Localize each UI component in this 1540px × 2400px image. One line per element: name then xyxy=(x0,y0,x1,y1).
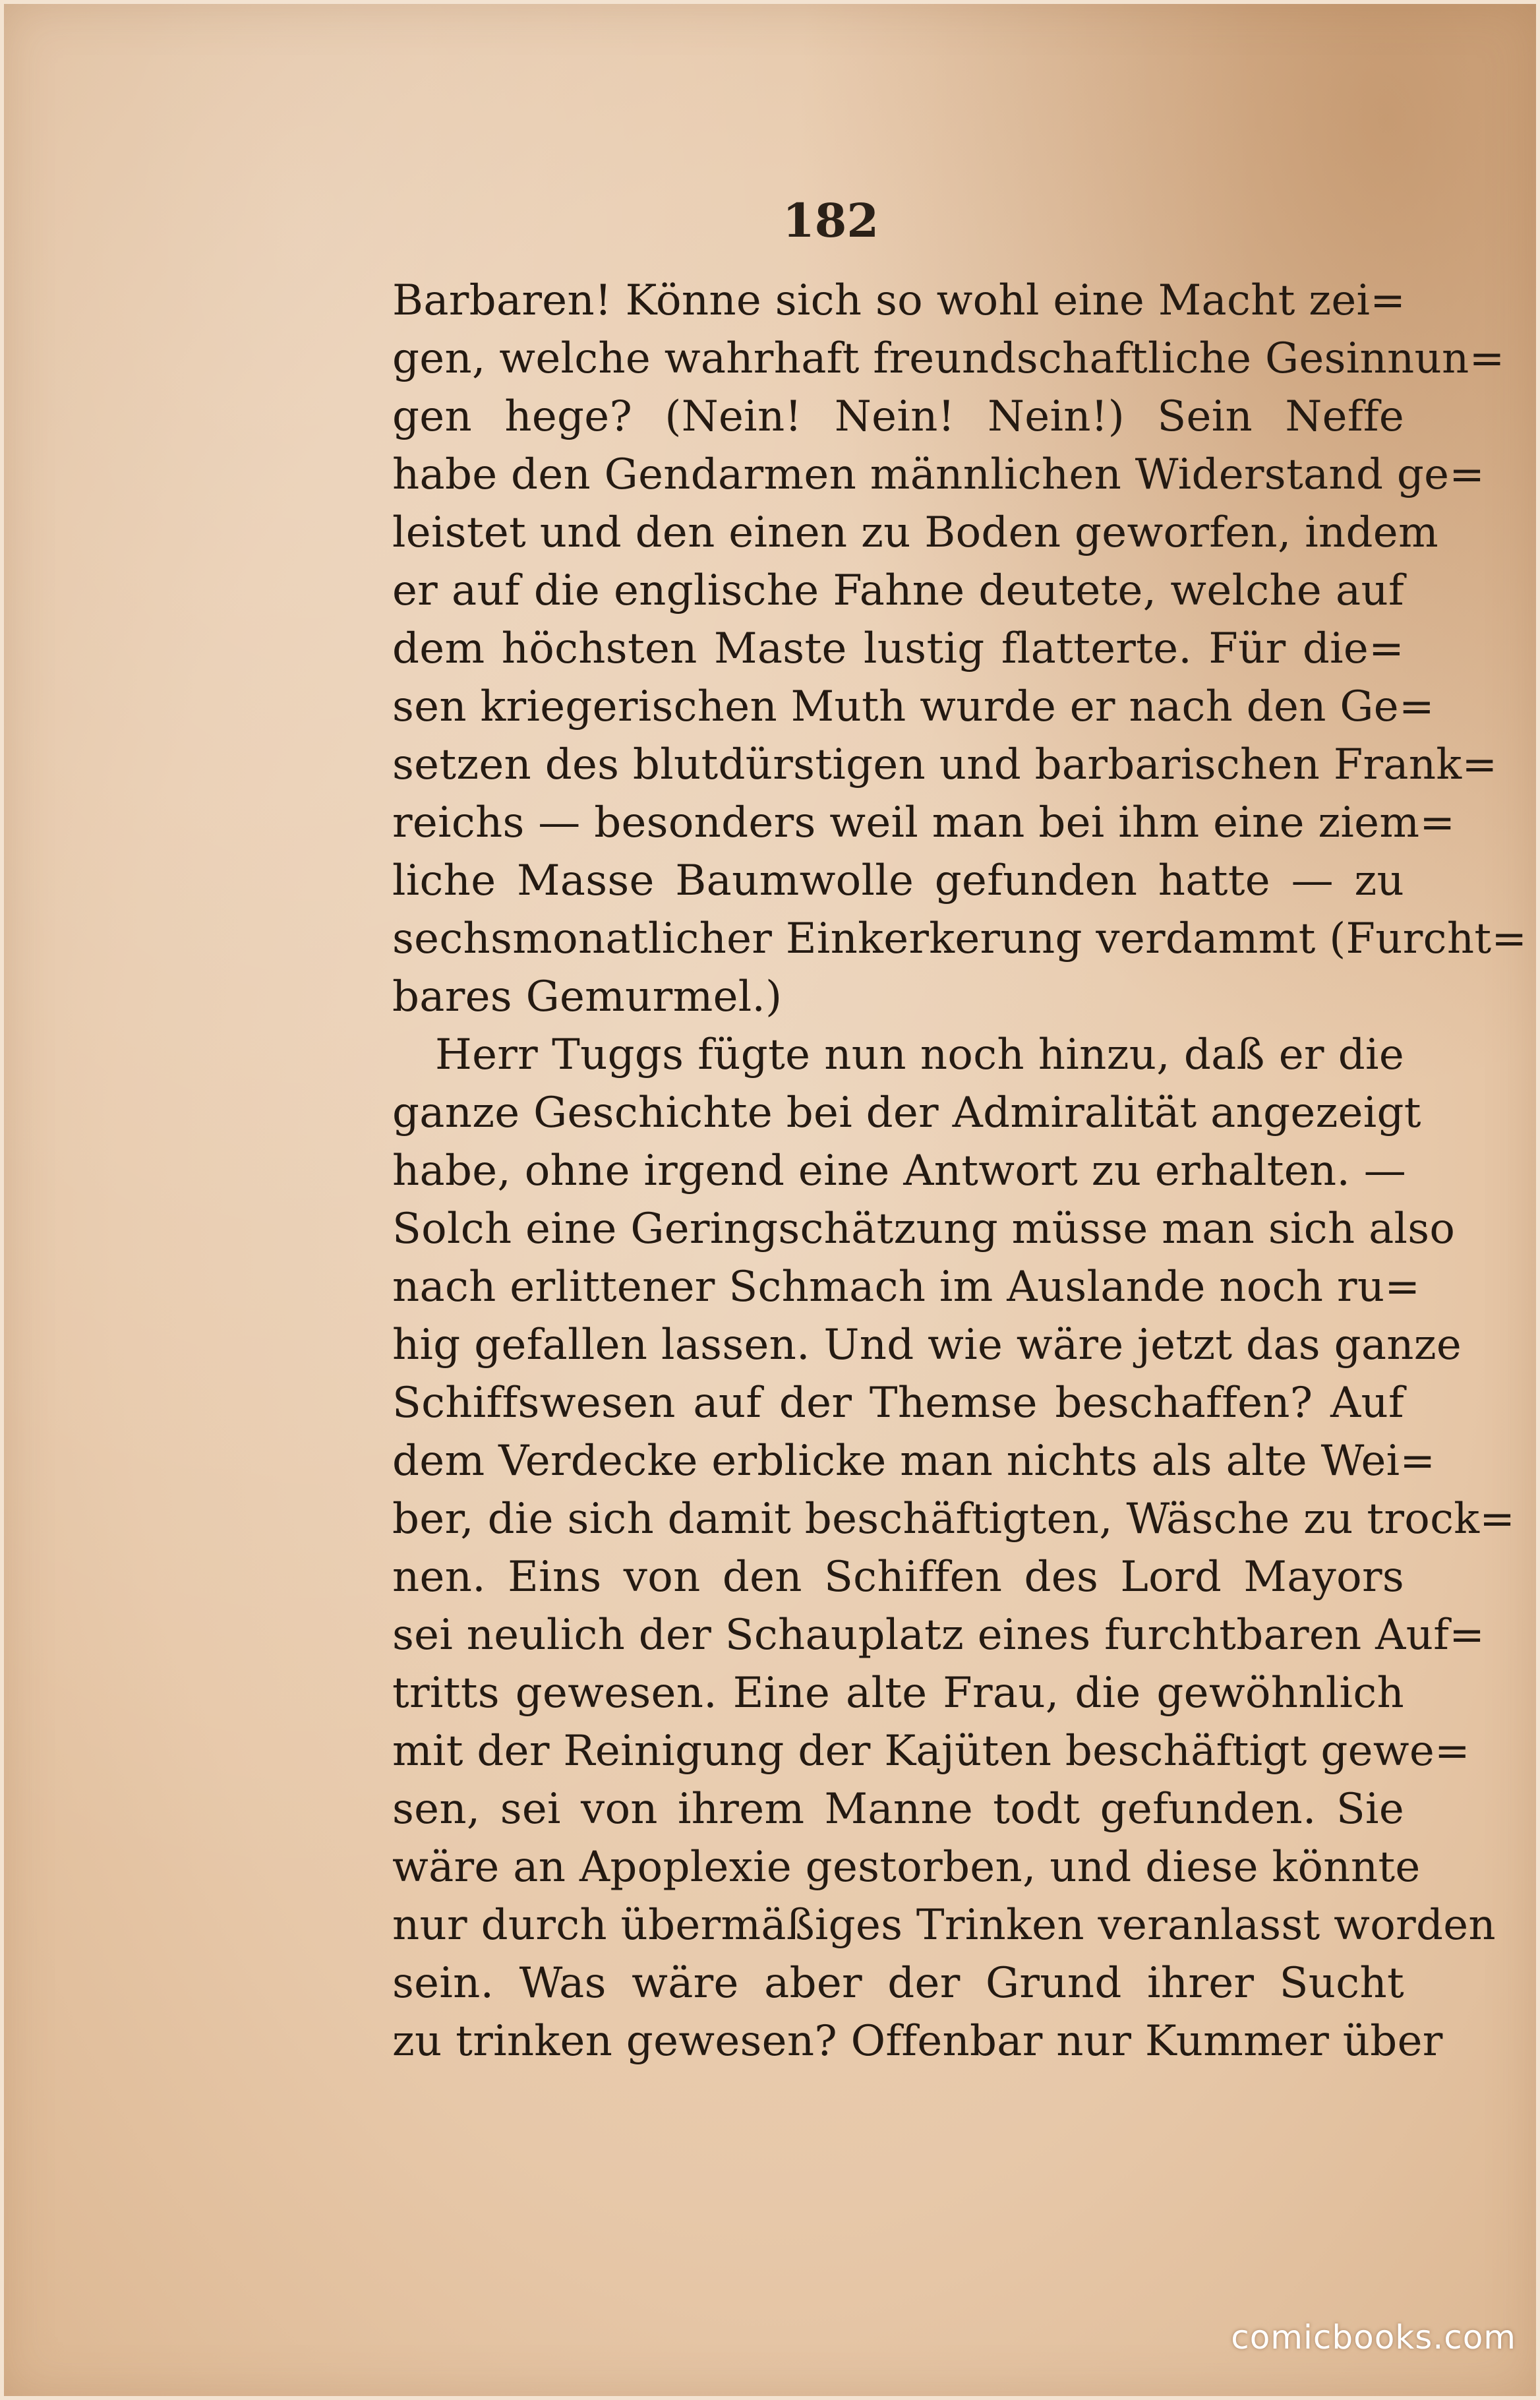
text-line: nach erlittener Schmach im Auslande noch ru= xyxy=(392,1263,1421,1311)
text-line: ber, die sich damit beschäftigten, Wäsche zu trock= xyxy=(392,1495,1516,1544)
text-line: Solch eine Geringschätzung müsse man sich also xyxy=(392,1205,1456,1253)
text-line: mit der Reinigung der Kajüten beschäftigt gewe= xyxy=(392,1727,1470,1776)
text-line: gen hege? (Nein! Nein! Nein!) Sein Neffe xyxy=(392,392,1404,441)
text-line: Barbaren! Könne sich so wohl eine Macht zei= xyxy=(392,276,1406,325)
text-line: sein. Was wäre aber der Grund ihrer Sucht xyxy=(392,1959,1404,2008)
text-line: dem Verdecke erblicke man nichts als alte Wei= xyxy=(392,1437,1436,1485)
text-line: liche Masse Baumwolle gefunden hatte — zu xyxy=(392,856,1404,905)
watermark: comicbooks.com xyxy=(1231,2318,1516,2356)
text-line: sei neulich der Schauplatz eines furchtbaren Auf= xyxy=(392,1611,1485,1660)
text-line: Schiffswesen auf der Themse beschaffen? Auf xyxy=(392,1379,1404,1427)
text-line: habe, ohne irgend eine Antwort zu erhalten. — xyxy=(392,1147,1407,1195)
paragraph-first-line: Herr Tuggs fügte nun noch hinzu, daß er die xyxy=(435,1031,1404,1079)
text-line: nur durch übermäßiges Trinken veranlasst worden xyxy=(392,1901,1496,1950)
text-line: reichs — besonders weil man bei ihm eine ziem= xyxy=(392,798,1456,847)
text-line: zu trinken gewesen? Offenbar nur Kummer über xyxy=(392,2017,1443,2066)
body-text xyxy=(392,272,1527,2070)
text-line: sen, sei von ihrem Manne todt gefunden. Sie xyxy=(392,1785,1404,1834)
text-line: sechsmonatlicher Einkerkerung verdammt (Furcht= xyxy=(392,915,1527,963)
text-line: habe den Gendarmen männlichen Widerstand ge= xyxy=(392,450,1485,499)
text-line: gen, welche wahrhaft freundschaftliche Gesinnun= xyxy=(392,334,1505,383)
page-number: 182 xyxy=(782,193,879,248)
text-line: hig gefallen lassen. Und wie wäre jetzt das ganze xyxy=(392,1321,1462,1369)
text-line: sen kriegerischen Muth wurde er nach den Ge= xyxy=(392,682,1435,731)
text-line: nen. Eins von den Schiffen des Lord Mayors xyxy=(392,1553,1404,1602)
text-line: leistet und den einen zu Boden geworfen, indem xyxy=(392,508,1438,557)
text-line: setzen des blutdürstigen und barbarischen Frank= xyxy=(392,740,1498,789)
text-line: bares Gemurmel.) xyxy=(392,973,783,1021)
text-line: dem höchsten Maste lustig flatterte. Für die= xyxy=(392,624,1404,673)
text-line: wäre an Apoplexie gestorben, und diese könnte xyxy=(392,1843,1421,1892)
text-line: ganze Geschichte bei der Admiralität angezeigt xyxy=(392,1089,1421,1137)
text-line: tritts gewesen. Eine alte Frau, die gewöhnlich xyxy=(392,1669,1404,1718)
text-line: er auf die englische Fahne deutete, welche auf xyxy=(392,566,1404,615)
